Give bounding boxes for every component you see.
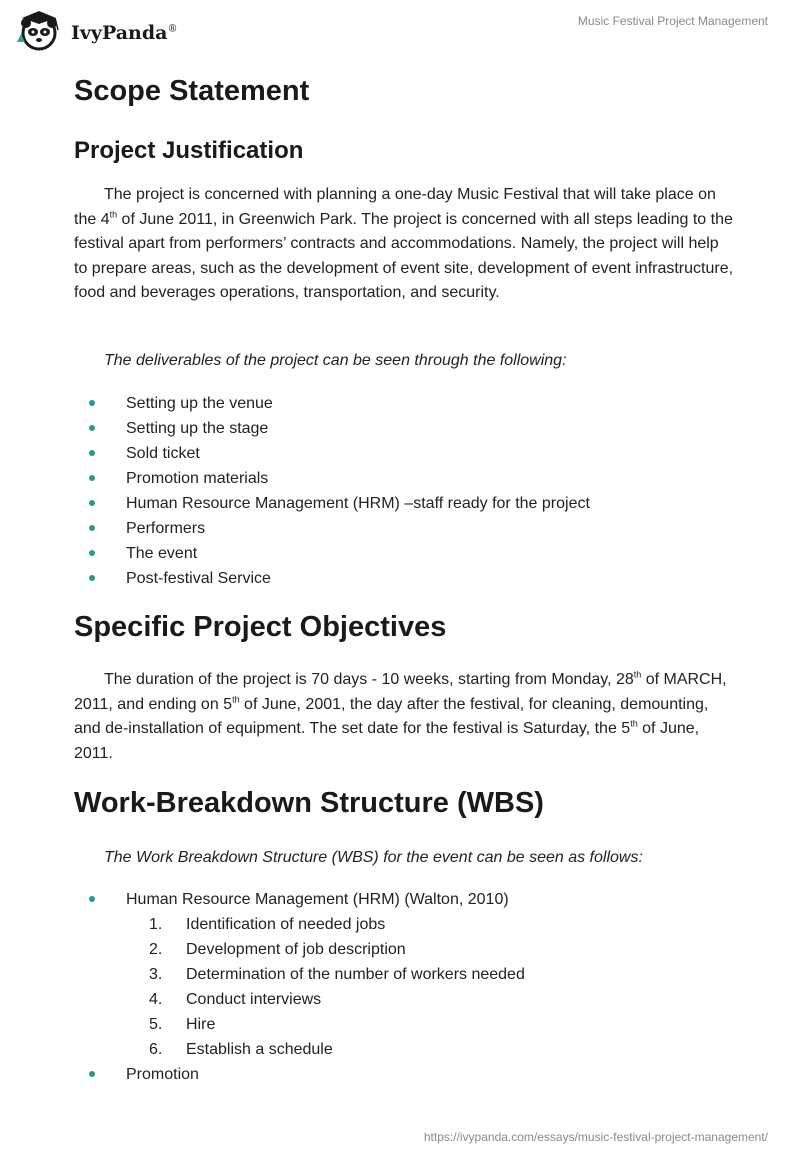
deliverable-label: The event (126, 545, 198, 562)
hrm-step-label: Identification of needed jobs (186, 916, 386, 933)
hrm-step-number: 4. (149, 991, 163, 1008)
deliverables-list (74, 391, 590, 591)
deliverable-item (74, 416, 590, 441)
deliverable-item (74, 441, 590, 466)
wbs-intro: The Work Breakdown Structure (WBS) for the event can be seen as follows: (104, 849, 643, 866)
deliverable-item (74, 491, 590, 516)
deliverable-label: Performers (126, 520, 206, 537)
wbs-item-label: Promotion (126, 1066, 199, 1083)
scope-statement-heading: Scope Statement (74, 75, 310, 107)
bullet-dot-icon (89, 525, 95, 531)
project-justification-heading: Project Justification (74, 137, 304, 164)
bullet-dot-icon (89, 575, 95, 581)
bullet-dot-icon (89, 475, 95, 481)
wbs-list (74, 887, 525, 1087)
justification-paragraph: The project is concerned with planning a one-day Music Festival that will take place on the 4th of June 2011, in Greenwich Park. The project is concerned with all steps leading to the festival apart from performers’ contracts and accommodations. Namely, the project will help to prepare areas, such as the development of event site, development of event infrastructure, food and beverages operations, transportation, and security. (74, 186, 734, 302)
panda-logo-icon (14, 8, 66, 54)
bullet-dot-icon (89, 425, 95, 431)
hrm-step-label: Determination of the number of workers needed (186, 966, 525, 983)
hrm-step-number: 2. (149, 941, 163, 958)
wbs-item-promotion (74, 1062, 525, 1087)
bullet-dot-icon (89, 896, 95, 902)
wbs-heading: Work-Breakdown Structure (WBS) (74, 787, 544, 819)
deliverable-item (74, 391, 590, 416)
hrm-step-item (74, 1037, 525, 1062)
deliverable-label: Sold ticket (126, 445, 200, 462)
deliverable-label: Setting up the venue (126, 395, 273, 412)
hrm-step-item (74, 987, 525, 1012)
specific-objectives-heading: Specific Project Objectives (74, 611, 447, 643)
wbs-item-label: Human Resource Management (HRM) (Walton, 2010) (126, 891, 509, 908)
hrm-step-number: 6. (149, 1041, 163, 1058)
bullet-dot-icon (89, 550, 95, 556)
bullet-dot-icon (89, 1071, 95, 1077)
hrm-step-item (74, 912, 525, 937)
wbs-sublist-container (74, 912, 525, 1062)
deliverable-item (74, 466, 590, 491)
bullet-dot-icon (89, 450, 95, 456)
hrm-step-number: 1. (149, 916, 163, 933)
hrm-step-number: 3. (149, 966, 163, 983)
deliverable-item (74, 516, 590, 541)
brand-name: IvyPanda® (71, 22, 178, 44)
hrm-steps-list (74, 912, 525, 1062)
hrm-step-item (74, 962, 525, 987)
brand-logo[interactable] (14, 8, 177, 54)
deliverable-label: Promotion materials (126, 470, 269, 487)
source-url[interactable]: https://ivypanda.com/essays/music-festival-project-management/ (423, 1130, 768, 1144)
deliverable-item (74, 541, 590, 566)
objectives-paragraph: The duration of the project is 70 days - 10 weeks, starting from Monday, 28th of MARCH, 2011, and ending on 5th of June, 2001, the day after the festival, for cleaning, demounting, and de-installation of equipment. The set date for the festival is Saturday, the 5th of June, 2011. (74, 669, 727, 762)
hrm-step-label: Development of job description (186, 941, 406, 958)
document-title: Music Festival Project Management (577, 14, 768, 28)
bullet-dot-icon (89, 500, 95, 506)
hrm-step-item (74, 937, 525, 962)
wbs-item-hrm (74, 887, 525, 912)
hrm-step-item (74, 1012, 525, 1037)
deliverable-label: Setting up the stage (126, 420, 269, 437)
deliverable-label: Human Resource Management (HRM) –staff ready for the project (126, 495, 590, 512)
hrm-step-label: Conduct interviews (186, 991, 322, 1008)
deliverable-item (74, 566, 590, 591)
deliverables-intro: The deliverables of the project can be seen through the following: (104, 352, 567, 369)
hrm-step-label: Establish a schedule (186, 1041, 333, 1058)
deliverable-label: Post-festival Service (126, 570, 271, 587)
hrm-step-number: 5. (149, 1016, 163, 1033)
bullet-dot-icon (89, 400, 95, 406)
hrm-step-label: Hire (186, 1016, 216, 1033)
